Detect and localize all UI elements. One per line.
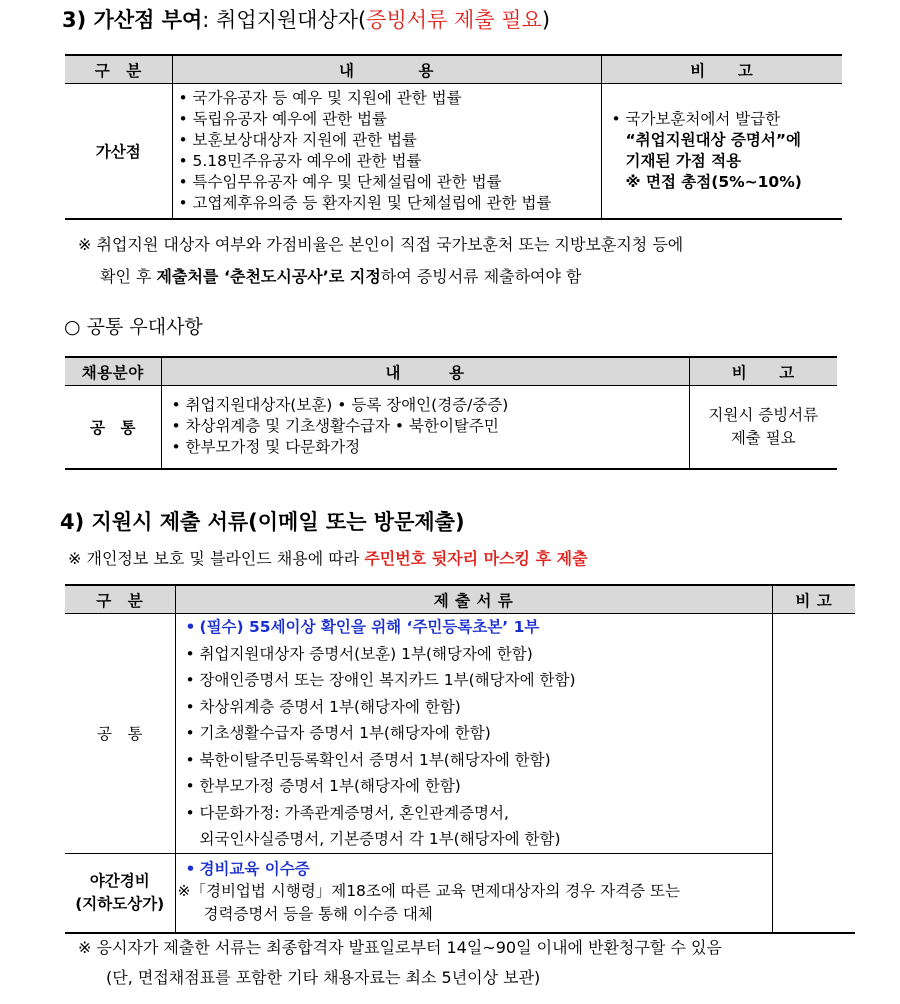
bonus-header-content: 내 용	[172, 55, 601, 84]
section4-note	[68, 547, 588, 571]
law-item: • 5.18민주유공자 예우에 관한 법률	[179, 151, 601, 172]
section4-heading	[60, 506, 465, 536]
bonus-header-remark: 비 고	[601, 55, 842, 84]
law-item: • 국가유공자 등 예우 및 지원에 관한 법률	[179, 88, 601, 109]
section4-title: 지원시 제출 서류(이메일 또는 방문제출)	[91, 510, 465, 534]
docs-remark-cell	[772, 614, 855, 934]
common-content-cell	[161, 386, 689, 469]
submission-documents-table	[65, 584, 855, 934]
bonus-row-label: 가산점	[65, 84, 172, 219]
note-line2-a: 확인 후	[100, 267, 157, 286]
section3-target-label: : 취업지원대상자(	[202, 8, 367, 32]
docs-common-label: 공 통	[65, 614, 175, 854]
bonus-remark-line1: • 국가보훈처에서 발급한	[612, 109, 843, 130]
docs-night-cell	[175, 853, 772, 933]
docs-item: • 한부모가정 증명서 1부(해당자에 한함)	[186, 773, 772, 800]
section4-note-a: ※ 개인정보 보호 및 블라인드 채용에 따라	[68, 549, 365, 568]
footer-note-line2: (단, 면접채점표를 포함한 기타 채용자료는 최소 5년이상 보관)	[106, 968, 541, 987]
docs-night-label	[65, 853, 175, 933]
common-header-field: 채용분야	[65, 357, 161, 386]
docs-common-cell	[175, 614, 772, 854]
night-label-line1: 야간경비	[89, 871, 150, 890]
common-remark-cell	[689, 386, 837, 469]
note-line2-bold: 제출처를 ‘춘천도시공사’로 지정	[156, 267, 381, 286]
night-label-line2: (지하도상가)	[75, 894, 165, 913]
docs-item: • 다문화가정: 가족관계증명서, 혼인관계증명서,	[186, 800, 772, 827]
common-remark-line1: 지원시 증빙서류	[708, 405, 819, 424]
bonus-remark-line4: ※ 면접 총점(5%~10%)	[625, 172, 802, 191]
bonus-remark-line2: “취업지원대상 증명서”에	[625, 130, 802, 149]
docs-item: • 장애인증명서 또는 장애인 복지카드 1부(해당자에 한함)	[186, 667, 772, 694]
common-preferences-title: ○ 공통 우대사항	[64, 316, 203, 338]
bonus-header-category: 구 분	[65, 55, 172, 84]
law-item: • 고엽제후유의증 등 환자지원 및 단체설립에 관한 법률	[179, 193, 601, 214]
docs-header-category: 구 분	[65, 585, 175, 614]
night-note-line1: ※「경비업법 시행령」제18조에 따른 교육 면제대상자의 경우 자격증 또는	[177, 882, 680, 901]
section3-note-line1: ※ 취업지원 대상자 여부와 가점비율은 본인이 직접 국가보훈처 또는 지방보훈지청 등에	[78, 235, 684, 254]
section3-heading	[62, 4, 550, 34]
common-header-remark: 비 고	[689, 357, 837, 386]
section4-number: 4)	[60, 510, 85, 534]
docs-header-remark: 비 고	[772, 585, 855, 614]
bonus-remark-line3: 기재된 가점 적용	[625, 151, 742, 170]
common-line2: • 차상위계층 및 기초생활수급자 • 북한이탈주민	[172, 416, 689, 437]
law-item: • 특수임무유공자 예우 및 단체설립에 관한 법률	[179, 172, 601, 193]
law-item: • 독립유공자 예우에 관한 법률	[179, 109, 601, 130]
docs-header-documents: 제 출 서 류	[175, 585, 772, 614]
section3-target-red: 증빙서류 제출 필요	[366, 8, 542, 32]
section3-target-close: )	[541, 8, 551, 32]
docs-required-item: • (필수) 55세이상 확인을 위해 ‘주민등록초본’ 1부	[186, 614, 772, 641]
docs-item-continued: 외국인사실증명서, 기본증명서 각 1부(해당자에 한함)	[199, 830, 561, 848]
night-doc-item: • 경비교육 이수증	[186, 859, 772, 880]
bonus-remark-cell	[601, 84, 842, 219]
common-preferences-table	[65, 356, 837, 470]
docs-item: • 기초생활수급자 증명서 1부(해당자에 한함)	[186, 720, 772, 747]
common-row-label: 공 통	[65, 386, 161, 469]
section3-number: 3)	[62, 8, 87, 32]
docs-item: • 차상위계층 증명서 1부(해당자에 한함)	[186, 694, 772, 721]
section4-note-red: 주민번호 뒷자리 마스킹 후 제출	[364, 549, 588, 568]
section3-note-line2	[100, 265, 582, 289]
common-remark-line2: 제출 필요	[730, 428, 796, 447]
law-item: • 보훈보상대상자 지원에 관한 법률	[179, 130, 601, 151]
bonus-laws-cell	[172, 84, 601, 219]
note-line2-c: 하여 증빙서류 제출하여야 함	[380, 267, 582, 286]
section3-title: 가산점 부여	[93, 8, 203, 32]
bonus-points-table	[65, 54, 842, 220]
common-line1: • 취업지원대상자(보훈) • 등록 장애인(경증/중증)	[172, 395, 689, 416]
docs-item: • 북한이탈주민등록확인서 증명서 1부(해당자에 한함)	[186, 747, 772, 774]
night-note-line2: 경력증명서 등을 통해 이수증 대체	[203, 905, 433, 924]
footer-note-line1: ※ 응시자가 제출한 서류는 최종합격자 발표일로부터 14일~90일 이내에 반환청구할 수 있음	[78, 938, 722, 957]
docs-item: • 취업지원대상자 증명서(보훈) 1부(해당자에 한함)	[186, 641, 772, 668]
common-line3: • 한부모가정 및 다문화가정	[172, 437, 689, 458]
common-header-content: 내 용	[161, 357, 689, 386]
